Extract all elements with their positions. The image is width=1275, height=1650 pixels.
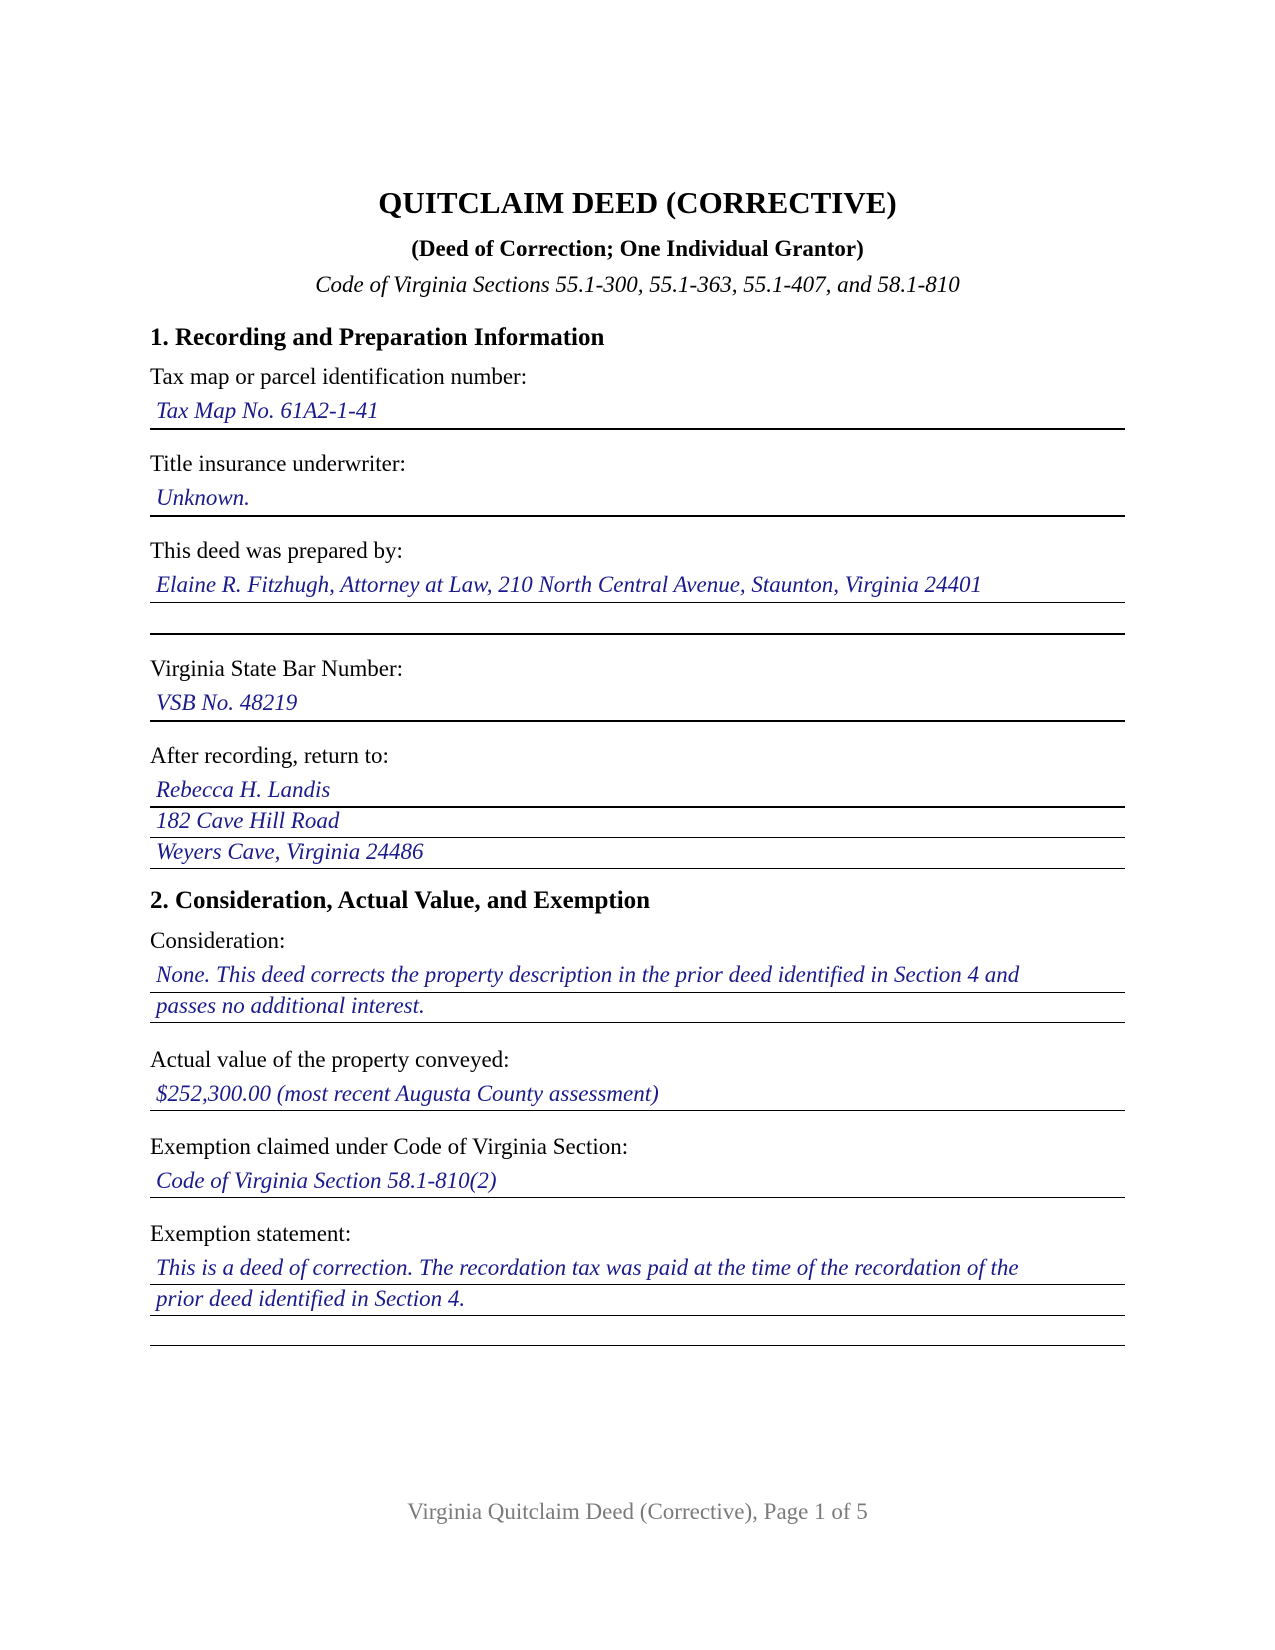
title-insurance-value: Unknown. — [156, 485, 250, 510]
field-rule — [150, 1022, 1125, 1023]
consideration-value-2: passes no additional interest. — [156, 993, 425, 1018]
title-insurance-label: Title insurance underwriter: — [150, 451, 406, 476]
document-subtitle: (Deed of Correction; One Individual Grantor) — [411, 236, 864, 261]
exemption-statement-value-2: prior deed identified in Section 4. — [156, 1286, 466, 1311]
field-rule — [150, 1315, 1125, 1316]
consideration-label: Consideration: — [150, 928, 286, 953]
exemption-section-value: Code of Virginia Section 58.1-810(2) — [156, 1168, 497, 1193]
exemption-section-field[interactable] — [150, 1167, 1125, 1197]
field-rule — [150, 633, 1125, 635]
prepared-by-label: This deed was prepared by: — [150, 538, 403, 563]
field-rule — [150, 1197, 1125, 1198]
prepared-by-field[interactable] — [150, 571, 1125, 601]
tax-map-value: Tax Map No. 61A2-1-41 — [156, 398, 379, 423]
actual-value-value: $252,300.00 (most recent Augusta County assessment) — [156, 1081, 659, 1106]
consideration-line-2[interactable] — [150, 992, 1125, 1022]
return-to-line-3[interactable] — [150, 838, 1125, 868]
return-to-label: After recording, return to: — [150, 743, 389, 768]
exemption-statement-line-1[interactable] — [150, 1254, 1125, 1284]
field-rule — [150, 602, 1125, 603]
return-to-line-1[interactable] — [150, 776, 1125, 806]
return-to-line-2[interactable] — [150, 807, 1125, 837]
section-1-heading: 1. Recording and Preparation Information — [150, 324, 605, 351]
return-to-street: 182 Cave Hill Road — [156, 808, 340, 833]
tax-map-field[interactable] — [150, 397, 1125, 427]
document-title: QUITCLAIM DEED (CORRECTIVE) — [378, 185, 897, 220]
section-2-heading: 2. Consideration, Actual Value, and Exemption — [150, 887, 651, 914]
field-rule — [150, 720, 1125, 722]
page-footer: Virginia Quitclaim Deed (Corrective), Page 1 of 5 — [407, 1499, 868, 1524]
consideration-value-1: None. This deed corrects the property description in the prior deed identified in Section 4 and — [156, 962, 1020, 987]
field-rule — [150, 428, 1125, 430]
exemption-section-label: Exemption claimed under Code of Virginia Section: — [150, 1134, 629, 1159]
field-rule — [150, 1345, 1125, 1346]
field-rule — [150, 515, 1125, 517]
exemption-statement-line-2[interactable] — [150, 1285, 1125, 1315]
tax-map-label: Tax map or parcel identification number: — [150, 364, 528, 389]
actual-value-label: Actual value of the property conveyed: — [150, 1047, 510, 1072]
consideration-line-1[interactable] — [150, 961, 1125, 991]
prepared-by-value: Elaine R. Fitzhugh, Attorney at Law, 210 North Central Avenue, Staunton, Virginia 24401 — [156, 572, 983, 597]
return-to-name: Rebecca H. Landis — [156, 777, 331, 802]
field-rule — [150, 868, 1125, 869]
actual-value-field[interactable] — [150, 1080, 1125, 1110]
exemption-statement-label: Exemption statement: — [150, 1221, 352, 1246]
vsb-number-value: VSB No. 48219 — [156, 690, 298, 715]
field-rule — [150, 1110, 1125, 1111]
title-insurance-field[interactable] — [150, 484, 1125, 514]
exemption-statement-value-1: This is a deed of correction. The recordation tax was paid at the time of the recordation of the — [156, 1255, 1019, 1280]
vsb-number-label: Virginia State Bar Number: — [150, 656, 404, 681]
code-citation: Code of Virginia Sections 55.1-300, 55.1-363, 55.1-407, and 58.1-810 — [315, 272, 960, 297]
vsb-number-field[interactable] — [150, 689, 1125, 719]
return-to-city: Weyers Cave, Virginia 24486 — [156, 839, 424, 864]
